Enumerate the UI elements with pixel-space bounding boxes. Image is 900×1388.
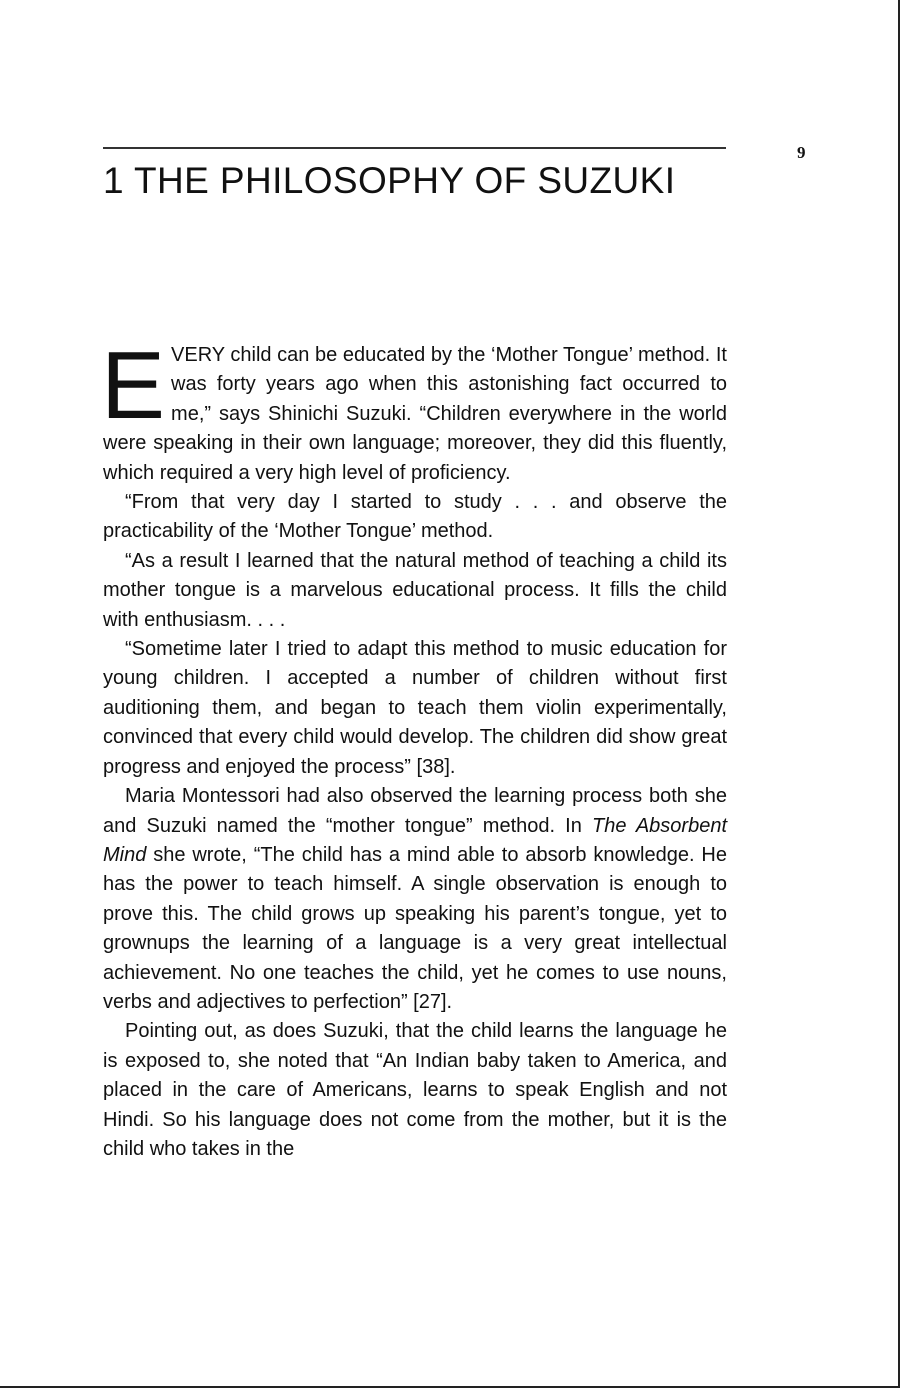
paragraph-4: “Sometime later I tried to adapt this method to music education for young children. I accepted a number of children without first auditioning them, and began to teach them violin experimentally, convinced that every child would develop. The children did show great progress and enjoyed the process” [38]. bbox=[103, 638, 727, 778]
page-number: 9 bbox=[797, 143, 806, 162]
book-title: The Absorbent Mind bbox=[103, 814, 727, 866]
paragraph-5-text-a: Maria Montessori had also observed the learning process both she and Suzuki named the “mother tongue” method. In bbox=[103, 785, 727, 837]
paragraph-6: Pointing out, as does Suzuki, that the child learns the language he is exposed to, she noted that “An Indian baby taken to America, and placed in the care of Americans, learns to speak English and not Hindi. So his language does not come from the mother, but it is the child who takes in the bbox=[103, 1020, 727, 1160]
paragraph-1-text: VERY child can be educated by the ‘Mother Tongue’ method. It was forty years ago when this astonishing fact occurred to me,” says Shinichi Suzuki. “Children everywhere in the world were speaking in their own language; moreover, they did this fluently, which required a very high level of proficiency. bbox=[103, 344, 727, 484]
chapter-title: 1 THE PHILOSOPHY OF SUZUKI bbox=[103, 160, 676, 201]
paragraph-3: “As a result I learned that the natural method of teaching a child its mother tongue is a marvelous educational process. It fills the child with enthusiasm. . . . bbox=[103, 549, 727, 631]
paragraph-2: “From that very day I started to study . . . and observe the practicability of the ‘Mother Tongue’ method. bbox=[103, 491, 727, 543]
body-text bbox=[101, 332, 727, 1164]
paragraph-5 bbox=[103, 782, 727, 1017]
paragraph-1 bbox=[101, 332, 727, 488]
paragraph-5-text-b: she wrote, “The child has a mind able to absorb knowledge. He has the power to teach himself. A single observation is enough to prove this. The child grows up speaking his parent’s tongue, yet to grownups the learning of a language is a very great intellectual achievement. No one teaches the child, yet he comes to use nouns, verbs and adjectives to perfection” [27]. bbox=[103, 843, 727, 1013]
header-rule bbox=[103, 147, 726, 149]
drop-cap: E bbox=[101, 332, 166, 439]
